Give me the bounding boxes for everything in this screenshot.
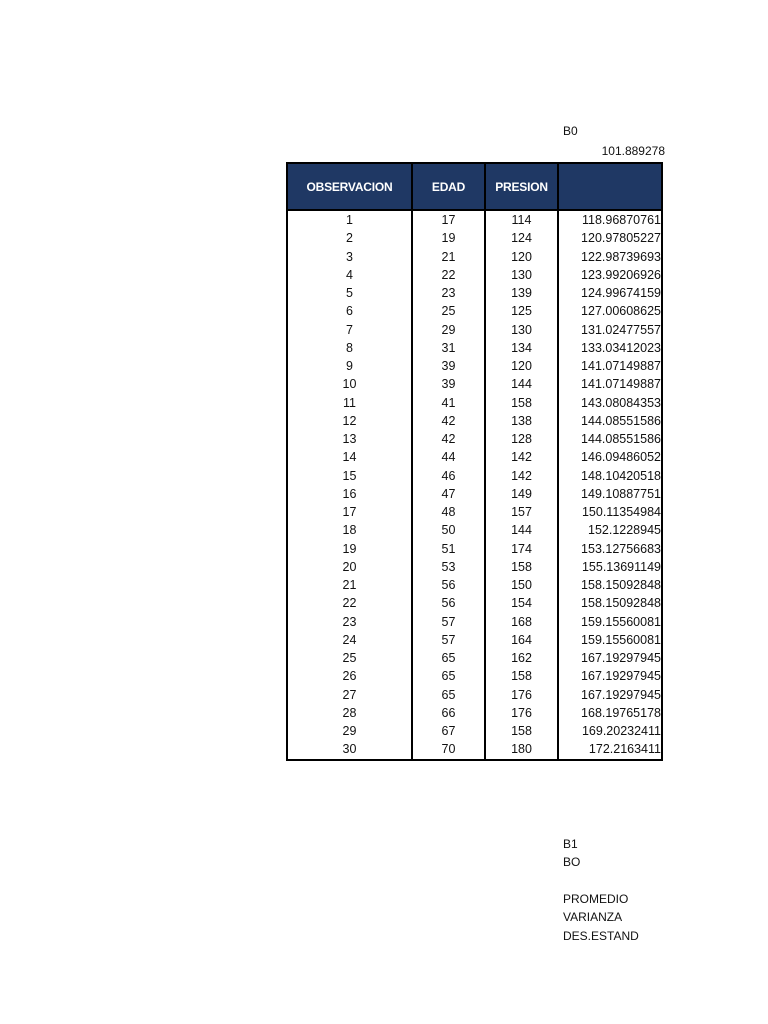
cell-edad: 56 (412, 576, 485, 594)
table-row (287, 375, 662, 393)
cell-presion: 130 (485, 266, 558, 284)
table-row (287, 686, 662, 704)
cell-estimate: 123.99206926 (558, 266, 662, 284)
table-header-row (287, 163, 662, 210)
cell-presion: 144 (485, 375, 558, 393)
cell-presion: 158 (485, 722, 558, 740)
cell-observacion: 23 (287, 613, 412, 631)
cell-estimate: 127.00608625 (558, 302, 662, 320)
cell-edad: 46 (412, 467, 485, 485)
cell-estimate: 148.10420518 (558, 467, 662, 485)
cell-observacion: 3 (287, 248, 412, 266)
cell-presion: 150 (485, 576, 558, 594)
cell-edad: 31 (412, 339, 485, 357)
cell-observacion: 25 (287, 649, 412, 667)
cell-estimate: 167.19297945 (558, 686, 662, 704)
bottom-label: PROMEDIO (563, 892, 629, 906)
cell-presion: 124 (485, 229, 558, 247)
cell-observacion: 8 (287, 339, 412, 357)
cell-edad: 17 (412, 210, 485, 229)
cell-edad: 57 (412, 613, 485, 631)
cell-presion: 162 (485, 649, 558, 667)
cell-observacion: 24 (287, 631, 412, 649)
cell-presion: 176 (485, 686, 558, 704)
cell-estimate: 159.15560081 (558, 631, 662, 649)
header-estimate (558, 163, 662, 210)
b0-value: 101.889278 (601, 144, 665, 158)
cell-presion: 120 (485, 248, 558, 266)
cell-estimate: 169.20232411 (558, 722, 662, 740)
cell-edad: 65 (412, 686, 485, 704)
cell-observacion: 5 (287, 284, 412, 302)
bottom-label: BO (563, 855, 581, 869)
table-row (287, 339, 662, 357)
table-row (287, 503, 662, 521)
cell-presion: 158 (485, 667, 558, 685)
cell-edad: 19 (412, 229, 485, 247)
table-row (287, 210, 662, 229)
cell-edad: 70 (412, 740, 485, 759)
cell-observacion: 18 (287, 521, 412, 539)
cell-observacion: 19 (287, 540, 412, 558)
cell-observacion: 9 (287, 357, 412, 375)
cell-presion: 142 (485, 448, 558, 466)
cell-observacion: 14 (287, 448, 412, 466)
cell-presion: 164 (485, 631, 558, 649)
b0-label: B0 (563, 124, 578, 138)
cell-edad: 29 (412, 321, 485, 339)
cell-estimate: 153.12756683 (558, 540, 662, 558)
cell-observacion: 30 (287, 740, 412, 759)
cell-edad: 48 (412, 503, 485, 521)
cell-presion: 130 (485, 321, 558, 339)
cell-presion: 114 (485, 210, 558, 229)
cell-estimate: 141.07149887 (558, 357, 662, 375)
cell-edad: 23 (412, 284, 485, 302)
cell-observacion: 17 (287, 503, 412, 521)
cell-observacion: 15 (287, 467, 412, 485)
cell-estimate: 133.03412023 (558, 339, 662, 357)
table-row (287, 302, 662, 320)
cell-observacion: 13 (287, 430, 412, 448)
bottom-label: VARIANZA (563, 910, 623, 924)
cell-presion: 158 (485, 394, 558, 412)
table-row (287, 649, 662, 667)
cell-observacion: 21 (287, 576, 412, 594)
cell-edad: 56 (412, 594, 485, 612)
cell-estimate: 149.10887751 (558, 485, 662, 503)
table-row (287, 448, 662, 466)
cell-presion: 176 (485, 704, 558, 722)
header-observacion: OBSERVACION (287, 163, 412, 210)
cell-edad: 42 (412, 430, 485, 448)
cell-presion: 174 (485, 540, 558, 558)
cell-observacion: 2 (287, 229, 412, 247)
cell-presion: 128 (485, 430, 558, 448)
cell-edad: 22 (412, 266, 485, 284)
table-row (287, 467, 662, 485)
cell-estimate: 159.15560081 (558, 613, 662, 631)
cell-presion: 157 (485, 503, 558, 521)
cell-observacion: 26 (287, 667, 412, 685)
table-row (287, 357, 662, 375)
table-row (287, 412, 662, 430)
cell-observacion: 11 (287, 394, 412, 412)
cell-edad: 50 (412, 521, 485, 539)
cell-observacion: 29 (287, 722, 412, 740)
cell-edad: 42 (412, 412, 485, 430)
cell-edad: 51 (412, 540, 485, 558)
cell-estimate: 155.13691149 (558, 558, 662, 576)
cell-estimate: 146.09486052 (558, 448, 662, 466)
cell-presion: 125 (485, 302, 558, 320)
cell-observacion: 22 (287, 594, 412, 612)
table-row (287, 521, 662, 539)
cell-edad: 57 (412, 631, 485, 649)
cell-presion: 158 (485, 558, 558, 576)
cell-estimate: 152.1228945 (558, 521, 662, 539)
table-row (287, 613, 662, 631)
cell-estimate: 158.15092848 (558, 576, 662, 594)
cell-edad: 67 (412, 722, 485, 740)
cell-presion: 138 (485, 412, 558, 430)
cell-estimate: 150.11354984 (558, 503, 662, 521)
cell-presion: 168 (485, 613, 558, 631)
cell-estimate: 144.08551586 (558, 430, 662, 448)
cell-edad: 21 (412, 248, 485, 266)
table-row (287, 631, 662, 649)
header-presion: PRESION (485, 163, 558, 210)
cell-edad: 41 (412, 394, 485, 412)
cell-edad: 65 (412, 667, 485, 685)
cell-edad: 39 (412, 357, 485, 375)
cell-estimate: 167.19297945 (558, 667, 662, 685)
cell-estimate: 158.15092848 (558, 594, 662, 612)
cell-presion: 154 (485, 594, 558, 612)
cell-observacion: 16 (287, 485, 412, 503)
cell-presion: 134 (485, 339, 558, 357)
cell-observacion: 4 (287, 266, 412, 284)
table-row (287, 594, 662, 612)
cell-estimate: 168.19765178 (558, 704, 662, 722)
cell-estimate: 118.96870761 (558, 210, 662, 229)
table-row (287, 266, 662, 284)
cell-estimate: 172.2163411 (558, 740, 662, 759)
cell-edad: 25 (412, 302, 485, 320)
cell-estimate: 143.08084353 (558, 394, 662, 412)
table-row (287, 248, 662, 266)
cell-observacion: 10 (287, 375, 412, 393)
table-row (287, 558, 662, 576)
cell-observacion: 28 (287, 704, 412, 722)
cell-observacion: 20 (287, 558, 412, 576)
cell-edad: 65 (412, 649, 485, 667)
cell-observacion: 12 (287, 412, 412, 430)
cell-estimate: 144.08551586 (558, 412, 662, 430)
bottom-label: DES.ESTAND (563, 929, 639, 943)
bottom-label: B1 (563, 837, 578, 851)
cell-observacion: 27 (287, 686, 412, 704)
table-row (287, 740, 662, 759)
cell-presion: 142 (485, 467, 558, 485)
table-row (287, 430, 662, 448)
cell-observacion: 6 (287, 302, 412, 320)
table-row (287, 722, 662, 740)
cell-estimate: 120.97805227 (558, 229, 662, 247)
cell-edad: 39 (412, 375, 485, 393)
cell-estimate: 131.02477557 (558, 321, 662, 339)
table-row (287, 485, 662, 503)
cell-estimate: 122.98739693 (558, 248, 662, 266)
cell-presion: 149 (485, 485, 558, 503)
cell-edad: 53 (412, 558, 485, 576)
table-row (287, 394, 662, 412)
cell-estimate: 167.19297945 (558, 649, 662, 667)
observations-table (286, 162, 663, 761)
cell-presion: 120 (485, 357, 558, 375)
cell-presion: 180 (485, 740, 558, 759)
cell-estimate: 124.99674159 (558, 284, 662, 302)
header-edad: EDAD (412, 163, 485, 210)
table-row (287, 667, 662, 685)
cell-estimate: 141.07149887 (558, 375, 662, 393)
cell-observacion: 1 (287, 210, 412, 229)
cell-edad: 44 (412, 448, 485, 466)
cell-edad: 66 (412, 704, 485, 722)
cell-observacion: 7 (287, 321, 412, 339)
table-row (287, 284, 662, 302)
cell-presion: 144 (485, 521, 558, 539)
table-row (287, 321, 662, 339)
table-row (287, 540, 662, 558)
table-row (287, 576, 662, 594)
table-row (287, 704, 662, 722)
table-row (287, 229, 662, 247)
cell-presion: 139 (485, 284, 558, 302)
cell-edad: 47 (412, 485, 485, 503)
